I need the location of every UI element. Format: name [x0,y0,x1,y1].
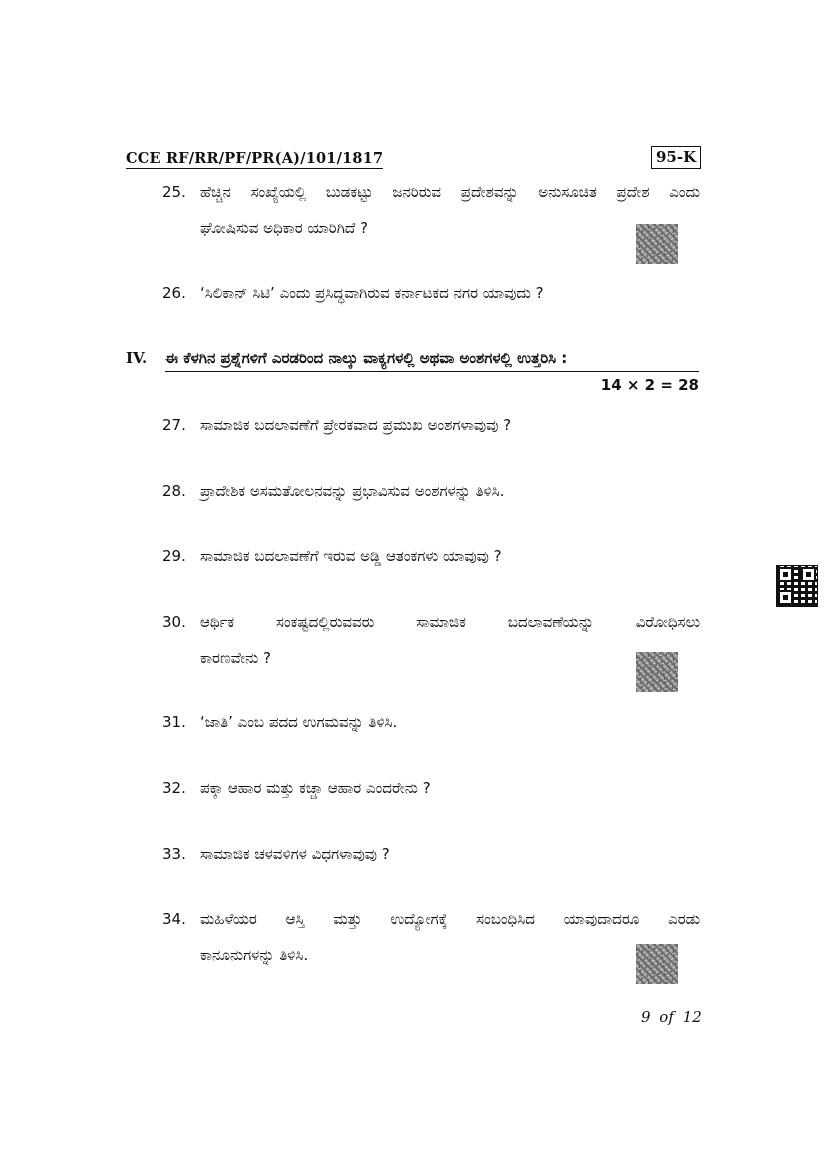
scan-noise-patch [636,652,678,692]
question-text: ಪಕ್ಕಾ ಆಹಾರ ಮತ್ತು ಕಚ್ಚಾ ಆಹಾರ ಎಂದರೇನು ? [200,779,431,797]
question-text: ಸಾಮಾಜಿಕ ಚಳವಳಿಗಳ ವಿಧಗಳಾವುವು ? [200,845,390,863]
question-number: 27. [162,416,186,434]
qr-finder-pattern [778,567,793,582]
question-number: 26. [162,284,186,302]
question-number: 30. [162,613,186,631]
question-text-continued: ಕಾನೂನುಗಳನ್ನು ತಿಳಿಸಿ. [200,946,309,964]
question-text: ‘ಸಿಲಿಕಾನ್ ಸಿಟಿ’ ಎಂದು ಪ್ರಸಿದ್ಧವಾಗಿರುವ ಕರ್ನಾಟಕದ ನಗರ ಯಾವುದು ? [200,284,544,302]
question-text: ಸಾಮಾಜಿಕ ಬದಲಾವಣೆಗೆ ಪ್ರೇರಕವಾದ ಪ್ರಮುಖ ಅಂಶಗಳಾವುವು ? [200,416,512,434]
question-number: 32. [162,779,186,797]
question-text: ಆರ್ಥಿಕ ಸಂಕಷ್ಟದಲ್ಲಿರುವವರು ಸಾಮಾಜಿಕ ಬದಲಾವಣೆಯನ್ನು ವಿರೋಧಿಸಲು [200,613,700,631]
question-text-continued: ಕಾರಣವೇನು ? [200,649,272,667]
question-number: 31. [162,713,186,731]
question-number: 25. [162,183,186,201]
question-text: ಸಾಮಾಜಿಕ ಬದಲಾವಣೆಗೆ ಇರುವ ಅಡ್ಡಿ ಆತಂಕಗಳು ಯಾವುವು ? [200,547,502,565]
question-text: ಮಹಿಳೆಯರ ಆಸ್ತಿ ಮತ್ತು ಉದ್ಯೋಗಕ್ಕೆ ಸಂಬಂಧಿಸಿದ ಯಾವುದಾದರೂ ಎರಡು [200,910,700,928]
scan-noise-patch [636,224,678,264]
question-text: ಹೆಚ್ಚಿನ ಸಂಖ್ಯೆಯಲ್ಲಿ ಬುಡಕಟ್ಟು ಜನರಿರುವ ಪ್ರದೇಶವನ್ನು ಅನುಸೂಚಿತ ಪ್ರದೇಶ ಎಂದು [200,183,700,201]
scan-noise-patch [636,944,678,984]
qr-finder-pattern [801,567,816,582]
section-instruction: ಈ ಕೆಳಗಿನ ಪ್ರಶ್ನೆಗಳಿಗೆ ಎರಡರಿಂದ ನಾಲ್ಕು ವಾಕ್ಯಗಳಲ್ಲಿ ಅಥವಾ ಅಂಶಗಳಲ್ಲಿ ಉತ್ತರಿಸಿ : [165,349,699,372]
qr-code [776,565,818,607]
question-number: 34. [162,910,186,928]
question-text-continued: ಘೋಷಿಸುವ ಅಧಿಕಾರ ಯಾರಿಗಿದೆ ? [200,219,368,237]
question-text: ‘ಜಾತಿ’ ಎಂಬ ಪದದ ಉಗಮವನ್ನು ತಿಳಿಸಿ. [200,713,398,731]
page-number: 9 of 12 [641,1008,702,1026]
section-marks: 14 × 2 = 28 [600,376,699,394]
question-number: 33. [162,845,186,863]
qr-finder-pattern [778,590,793,605]
question-text: ಪ್ರಾದೇಶಿಕ ಅಸಮತೋಲನವನ್ನು ಪ್ರಭಾವಿಸುವ ಅಂಶಗಳನ್ನು ತಿಳಿಸಿ. [200,482,505,500]
section-number: IV. [126,349,148,367]
question-number: 29. [162,547,186,565]
question-number: 28. [162,482,186,500]
paper-code-box: 95-K [651,146,701,169]
exam-code: CCE RF/RR/PF/PR(A)/101/1817 [126,150,384,167]
